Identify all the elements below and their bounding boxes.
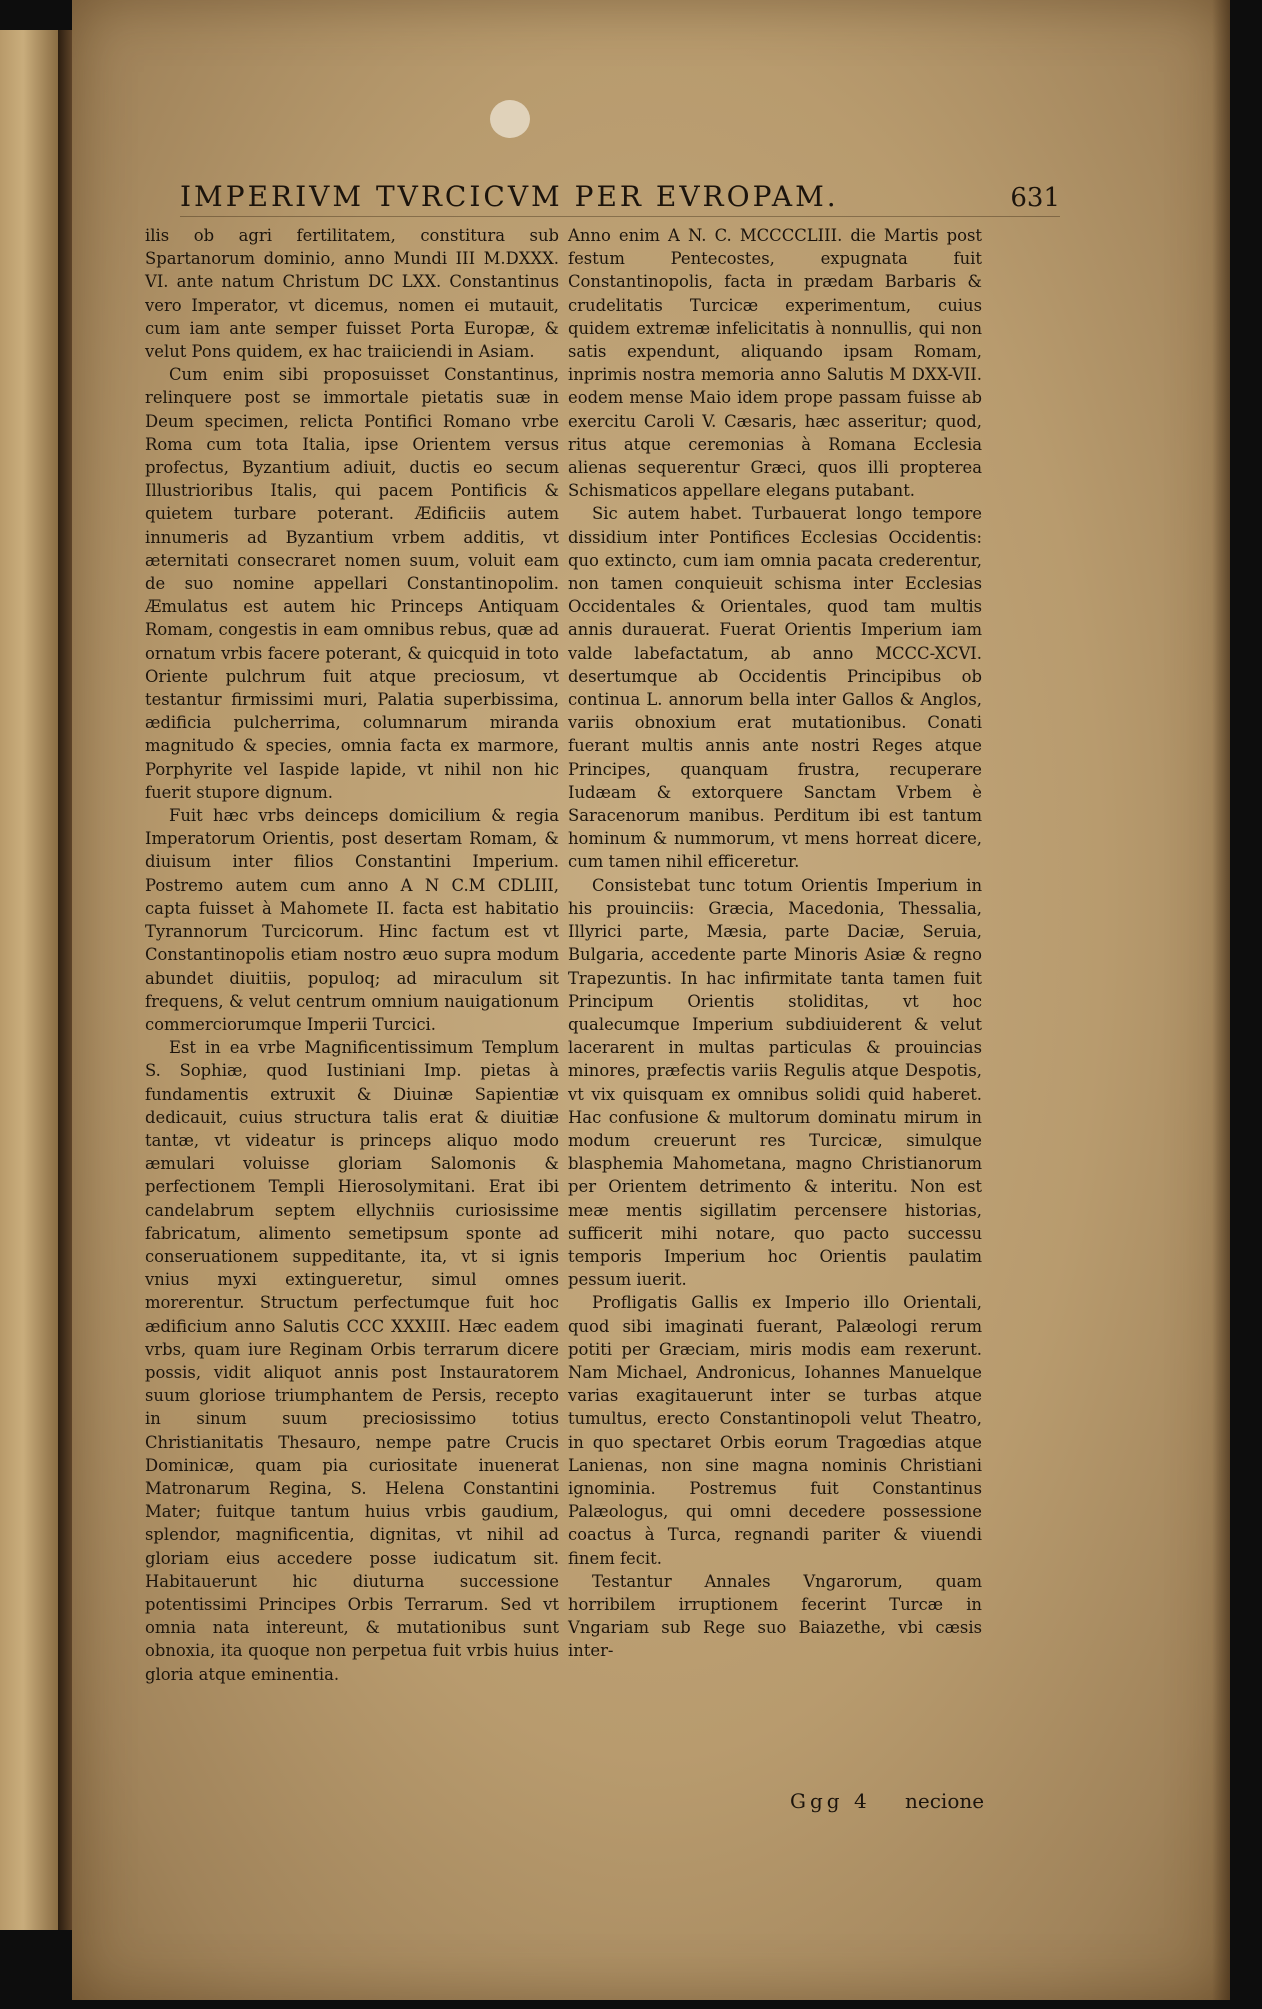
page-header bbox=[180, 180, 1060, 216]
header-rule bbox=[180, 216, 1060, 217]
paragraph: Fuit hæc vrbs deinceps domicilium & regia Imperatorum Orientis, post desertam Romam, & diuisum inter filios Constantini Imperium. Postremo autem cum anno A N C.M CDLIII, capta fuisset à Mahomete II. facta est habitatio Tyrannorum Turcicorum. Hinc factum est vt Constantinopolis etiam nostro æuo supra modum abundet diuitiis, populoq; ad miraculum sit frequens, & velut centrum omnium nauigationum commerciorumque Imperii Turcici. bbox=[145, 806, 559, 1034]
page-edge-shadow bbox=[1212, 0, 1230, 2000]
right-text-column bbox=[568, 224, 982, 1663]
paragraph: Testantur Annales Vngarorum, quam horribilem irruptionem fecerint Turcæ in Vngariam sub Rege suo Baiazethe, vbi cæsis inter- bbox=[568, 1571, 982, 1661]
paragraph: ilis ob agri fertilitatem, constitura sub Spartanorum dominio, anno Mundi III M.DXXX. VI. ante natum Christum DC LXX. Constantinus vero Imperator, vt dicemus, nomen ei mutauit, cum iam ante semper fuisset Porta Europæ, & velut Pons quidem, ex hac traiiciendi in Asiam. bbox=[145, 226, 559, 362]
paragraph: Est in ea vrbe Magnificentissimum Templum S. Sophiæ, quod Iustiniani Imp. pietas à fundamentis extruxit & Diuinæ Sapientiæ dedicauit, cuius structura talis erat & diuitiæ tantæ, vt videatur is princeps aliquo modo æmulari voluisse gloriam Salomonis & perfectionem Templi Hierosolymitani. Erat ibi candelabrum septem ellychniis curiosissime fabricatum, alimento semetipsum sponte ad conseruationem suppeditante, ita, vt si ignis vnius myxi extingueretur, simul omnes morerentur. Structum perfectumque fuit hoc ædificium anno Salutis CCC XXXIII. Hæc eadem vrbs, quam iure Reginam Orbis terrarum dicere possis, vidit aliquot annis post Instauratorem suum gloriose triumphantem de Persis, recepto in sinum suum preciosissimo totius Christianitatis Thesauro, nempe patre Crucis Dominicæ, quam pia curiositate inuenerat Matronarum Regina, S. Helena Constantini Mater; fuitque tantum huius vrbis gaudium, splendor, magnificentia, dignitas, vt nihil ad gloriam eius accedere posse iudicatum sit. Habitauerunt hic diuturna successione potentissimi Principes Orbis Terrarum. Sed vt omnia nata intereunt, & mutationibus sunt obnoxia, ita quoque non perpetua fuit vrbis huius gloria atque eminentia. bbox=[145, 1038, 559, 1684]
page-number: 631 bbox=[1010, 183, 1060, 213]
paragraph: Consistebat tunc totum Orientis Imperium in his prouinciis: Græcia, Macedonia, Thessalia, Illyrici parte, Mæsia, parte Daciæ, Seruia, Bulgaria, accedente parte Minoris Asiæ & regno Trapezuntis. In hac infirmitate tanta tamen fuit Principum Orientis stoliditas, vt hoc qualecumque Imperium subdiuiderent & velut lacerarent in multas particulas & prouincias minores, præfectis variis Regulis atque Despotis, vt vix quisquam ex omnibus solidi quid haberet. Hac confusione & multorum dominatu mirum in modum creuerunt res Turcicæ, simulque blasphemia Mahometana, magno Christianorum per Orientem detrimento & interitu. Non est meæ mentis sigillatim percensere historias, sufficerit mihi notare, quo pacto successu temporis Imperium hoc Orientis paulatim pessum iuerit. bbox=[568, 875, 982, 1290]
left-text-column bbox=[145, 224, 559, 1686]
paper-stain bbox=[490, 100, 530, 138]
paragraph: Sic autem habet. Turbauerat longo tempore dissidium inter Pontifices Ecclesias Occidentis: quo extincto, cum iam omnia pacata crederentur, non tamen conquieuit schisma inter Ecclesias Occidentales & Orientales, quod tam multis annis durauerat. Fuerat Orientis Imperium iam valde labefactatum, ab anno MCCC-XCVI. desertumque ab Occidentis Principibus ob continua L. annorum bella inter Gallos & Anglos, variis obnoxium erat mutationibus. Conati fuerant multis annis ante nostri Reges atque Principes, quanquam frustra, recuperare Iudæam & extorquere Sanctam Vrbem è Saracenorum manibus. Perditum ibi est tantum hominum & nummorum, vt mens horreat dicere, cum tamen nihil efficeretur. bbox=[568, 504, 982, 872]
running-title: IMPERIVM TVRCICVM PER EVROPAM. bbox=[180, 180, 839, 213]
paragraph: Profligatis Gallis ex Imperio illo Orientali, quod sibi imaginati fuerant, Palæologi rerum potiti per Græciam, miris modis eam rexerunt. Nam Michael, Andronicus, Iohannes Manuelque varias exagitauerunt inter se turbas atque tumultus, erecto Constantinopoli velut Theatro, in quo spectaret Orbis eorum Tragœdias atque Lanienas, non sine magna nominis Christiani ignominia. Postremus fuit Constantinus Palæologus, qui omni decedere possessione coactus à Turca, regnandi pariter & viuendi finem fecit. bbox=[568, 1293, 982, 1568]
paragraph: Cum enim sibi proposuisset Constantinus, relinquere post se immortale pietatis suæ in Deum specimen, relicta Pontifici Romano vrbe Roma cum tota Italia, ipse Orientem versus profectus, Byzantium adiuit, ductis eo secum Illustrioribus Italis, qui pacem Pontificis & quietem turbare poterant. Ædificiis autem innumeris ad Byzantium vrbem additis, vt æternitati consecraret nomen suum, voluit eam de suo nomine appellari Constantinopolim. Æmulatus est autem hic Princeps Antiquam Romam, congestis in eam omnibus rebus, quæ ad ornatum vrbis facere poterant, & quicquid in toto Oriente pulchrum fuit atque preciosum, vt testantur firmissimi muri, Palatia superbissima, ædificia pulcherrima, columnarum miranda magnitudo & species, omnia facta ex marmore, Porphyrite vel Iaspide lapide, vt nihil non hic fuerit stupore dignum. bbox=[145, 365, 559, 802]
paragraph: Anno enim A N. C. MCCCCLIII. die Martis post festum Pentecostes, expugnata fuit Constantinopolis, facta in prædam Barbaris & crudelitatis Turcicæ experimentum, cuius quidem extremæ infelicitatis à nonnullis, qui non satis expendunt, aliquando ipsam Romam, inprimis nostra memoria anno Salutis M DXX-VII. eodem mense Maio idem prope passam fuisse ab exercitu Caroli V. Cæsaris, hæc asseritur; quod, ritus atque ceremonias à Romana Ecclesia alienas sequerentur Græci, quos illi propterea Schismaticos appellare elegans putabant. bbox=[568, 226, 982, 501]
catchword: necione bbox=[905, 1789, 985, 1813]
facing-page-edge bbox=[0, 30, 60, 1930]
signature-mark: Ggg 4 bbox=[790, 1789, 871, 1813]
